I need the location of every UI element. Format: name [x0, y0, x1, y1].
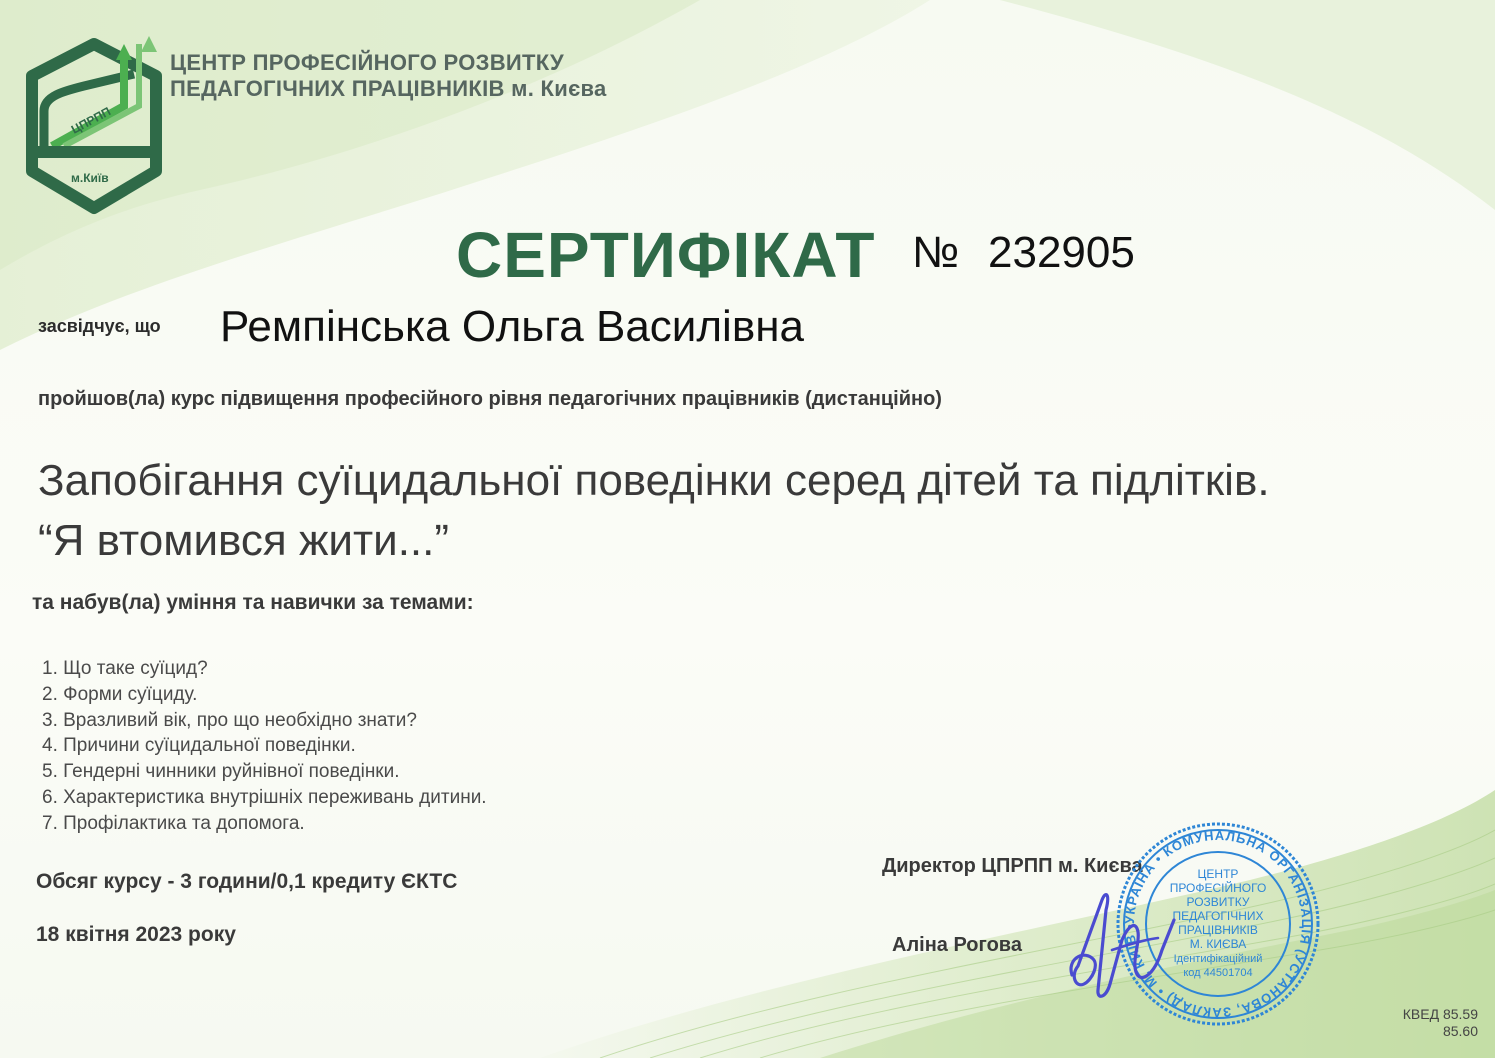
signature [1062, 880, 1182, 1010]
stamp-line7: Ідентифікаційний [1173, 953, 1263, 965]
organization-name [170, 50, 607, 102]
stamp-line6: М. КИЄВА [1189, 937, 1247, 951]
topic-item: 7. Профілактика та допомога. [42, 812, 305, 834]
kved-line2: 85.60 [1442, 1023, 1478, 1039]
certificate-title: СЕРТИФІКАТ [456, 219, 876, 291]
topic-item: 6. Характеристика внутрішніх переживань дитини. [42, 786, 487, 808]
center-logo [24, 36, 164, 216]
course-volume: Обсяг курсу - 3 години/0,1 кредиту ЄКТС [36, 870, 458, 893]
stamp-line5: ПРАЦІВНИКІВ [1178, 923, 1258, 937]
course-title-line2: “Я втомився жити...” [38, 516, 450, 565]
topic-item: 4. Причини суїцидальної поведінки. [42, 735, 356, 757]
course-title-line1: Запобігання суїцидальної поведінки серед дітей та підлітків. [38, 456, 1270, 505]
topic-item: 2. Форми суїциду. [42, 683, 198, 705]
passed-course-text: пройшов(ла) курс підвищення професійного рівня педагогічних працівників (дистанційно) [38, 388, 942, 410]
topic-item: 3. Вразливий вік, про що необхідно знати? [42, 709, 417, 731]
logo-text-top: ЦПРПП [68, 104, 114, 137]
certificate-number: 232905 [988, 228, 1135, 277]
director-title: Директор ЦПРПП м. Києва [882, 855, 1143, 877]
kved-line1: КВЕД 85.59 [1402, 1006, 1478, 1022]
topics-list [42, 656, 487, 837]
recipient-name: Ремпінська Ольга Василівна [220, 302, 804, 351]
certifies-label: засвідчує, що [38, 316, 161, 336]
kved-codes [1380, 1006, 1478, 1040]
certificate-number-label: № [912, 228, 960, 277]
stamp-ring-text: УКРАЇНА • КОМУНАЛЬНА ОРГАНІЗАЦІЯ (УСТАНОВА, ЗАКЛАД) • М. КИЇВ • [1121, 827, 1315, 1021]
stamp-line3: РОЗВИТКУ [1186, 895, 1250, 909]
stamp-line8: код 44501704 [1183, 967, 1253, 979]
topic-item: 5. Гендерні чинники руйнівної поведінки. [42, 761, 400, 783]
issue-date: 18 квітня 2023 року [36, 923, 236, 946]
skills-label: та набув(ла) уміння та навички за темами: [32, 591, 474, 614]
stamp-line1: ЦЕНТР [1197, 867, 1239, 881]
logo-text-bottom: м.Київ [71, 171, 109, 185]
topic-item: 1. Що таке суїцид? [42, 658, 208, 679]
organization-line2: ПЕДАГОГІЧНИХ ПРАЦІВНИКІВ м. Києва [170, 76, 607, 101]
organization-line1: ЦЕНТР ПРОФЕСІЙНОГО РОЗВИТКУ [170, 50, 565, 75]
stamp-line2: ПРОФЕСІЙНОГО [1169, 881, 1267, 895]
director-name: Аліна Рогова [892, 934, 1022, 956]
stamp-line4: ПЕДАГОГІЧНИХ [1172, 909, 1264, 923]
